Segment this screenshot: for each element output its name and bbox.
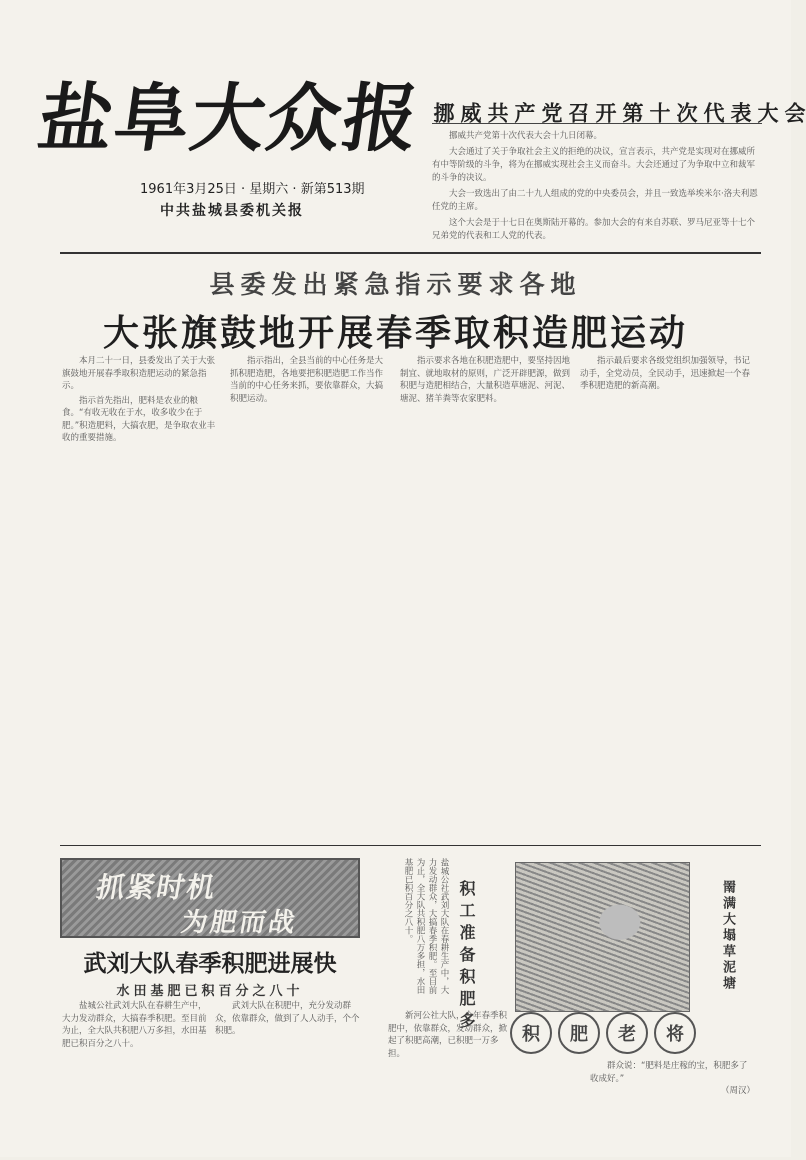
section-divider [60,845,761,846]
seal-char: 将 [666,1024,684,1045]
main-kicker: 县委发出紧急指示要求各地 [209,270,582,299]
congress-paragraph: 大会一致选出了由二十九人组成的党的中央委员会，并且一致选举埃米尔·洛夫利恩任党的主席。 [432,189,758,212]
main-column-3 [400,355,570,835]
woodcut-illustration [515,862,690,1012]
lower-headline: 武刘大队春季积肥进展快 [83,951,337,977]
main-paragraph: 指示要求各地在积肥造肥中，要坚持因地制宜、就地取材的原则，广泛开辟肥源，做到积肥与造肥相结合，大量积造草塘泥、河泥、塘泥、猪羊粪等农家肥料。 [400,356,571,404]
congress-title-char: 大 [755,102,779,123]
seal-char: 肥 [570,1024,588,1045]
main-paragraph: 指示最后要求各级党组织加强领导，书记动手，全党动员，全民动手，迅速掀起一个春季积肥造肥的新高潮。 [580,356,751,391]
congress-title-char: 开 [593,102,617,123]
congress-title-char: 威 [458,102,482,123]
lower-column-3 [388,1010,508,1160]
slogan-banner [60,858,360,938]
publisher-org: 中共盐城县委机关报 [160,203,304,219]
main-column-2 [230,355,390,835]
poem-title: 积工准备积肥多 [457,880,476,1034]
lower-column-1 [62,1000,207,1150]
masthead-title: 盐阜大众报 [33,76,426,162]
main-column-4 [580,355,755,835]
congress-title-char: 次 [674,102,698,123]
verse-seal [654,1012,696,1054]
lower-paragraph: 新河公社大队，今年春季积肥中，依靠群众，发动群众，掀起了积肥高潮，已积肥一万多担。 [388,1011,508,1059]
verse-seal [510,1012,552,1054]
lower-paragraph: 群众说：“肥料是庄稼的宝，积肥多了收成好。” [590,1061,748,1084]
main-paragraph: 指示指出，全县当前的中心任务是大抓积肥造肥，各地要把积肥造肥工作当作当前的中心任务来抓，要依靠群众，大搞积肥运动。 [230,356,384,404]
lower-paragraph: 武刘大队在积肥中，充分发动群众，依靠群众，做到了人人动手，个个积肥。 [215,1001,360,1036]
congress-headline [431,72,806,124]
verse-seal [558,1012,600,1054]
congress-title-char: 表 [728,102,752,123]
masthead-divider [60,252,761,254]
lower-subhead: 水田基肥已积百分之八十 [116,984,304,999]
lower-paragraph: 盐城公社武刘大队在春耕生产中，大力发动群众，大搞春季积肥。至目前为止，全大队共积肥八万多担，水田基肥已积百分之八十。 [62,1001,207,1049]
main-paragraph: 指示首先指出，肥料是农业的粮食。“有收无收在于水，收多收少在于肥。”积造肥料，大搞农肥，是争取农业丰收的重要措施。 [62,395,216,443]
verse-seal [606,1012,648,1054]
congress-title-char: 代 [701,102,725,123]
seal-char: 积 [522,1024,540,1045]
congress-title-char: 十 [647,102,671,123]
congress-paragraph: 大会通过了关于争取社会主义的拒绝的决议，宣言表示，共产党是实现对在挪威所有中等阶级的斗争，将为在挪威实现社会主义而奋斗。大会还通过了为争取中立和裁军的斗争的决议。 [432,147,756,183]
congress-title-char: 共 [485,102,509,123]
main-column-1 [62,355,222,835]
masthead [33,60,426,235]
congress-title-char: 产 [512,102,536,123]
congress-paragraph: 挪威共产党第十次代表大会十九日闭幕。 [449,131,603,141]
congress-title-char: 召 [566,102,590,123]
banner-line-2: 为肥而战 [178,908,301,938]
congress-title-char: 会 [782,102,806,123]
seal-char: 老 [618,1024,636,1045]
congress-title-char: 挪 [431,102,455,123]
congress-title-char: 第 [620,102,644,123]
lower-column-4 [590,1060,755,1140]
main-headline: 大张旗鼓地开展春季取积造肥运动 [102,313,688,354]
article-credit: （周汉） [720,1086,755,1096]
banner-line-1: 抓紧时机 [93,871,220,904]
woodcut-caption: 罱满大塌草泥塘 [720,880,735,992]
poem-text-column: 盐城公社武刘大队在春耕生产中，大力发动群众，大搞春季积肥。至目前为止，全大队共积肥八万多担，水田基肥已积百分之八十。 [403,858,449,994]
main-paragraph: 本月二十一日，县委发出了关于大张旗鼓地开展春季取积造肥运动的紧急指示。 [62,356,216,391]
congress-paragraph: 这个大会是于十七日在奥斯陆开幕的。参加大会的有来自苏联、罗马尼亚等十七个兄弟党的代表和工人党的代表。 [432,218,756,241]
congress-body [432,130,762,243]
lower-column-2 [215,1000,360,1150]
congress-news-box [431,72,806,241]
congress-title-char: 党 [539,102,563,123]
issue-date-line: 1961年3月25日 · 星期六 · 新第513期 [140,182,365,197]
